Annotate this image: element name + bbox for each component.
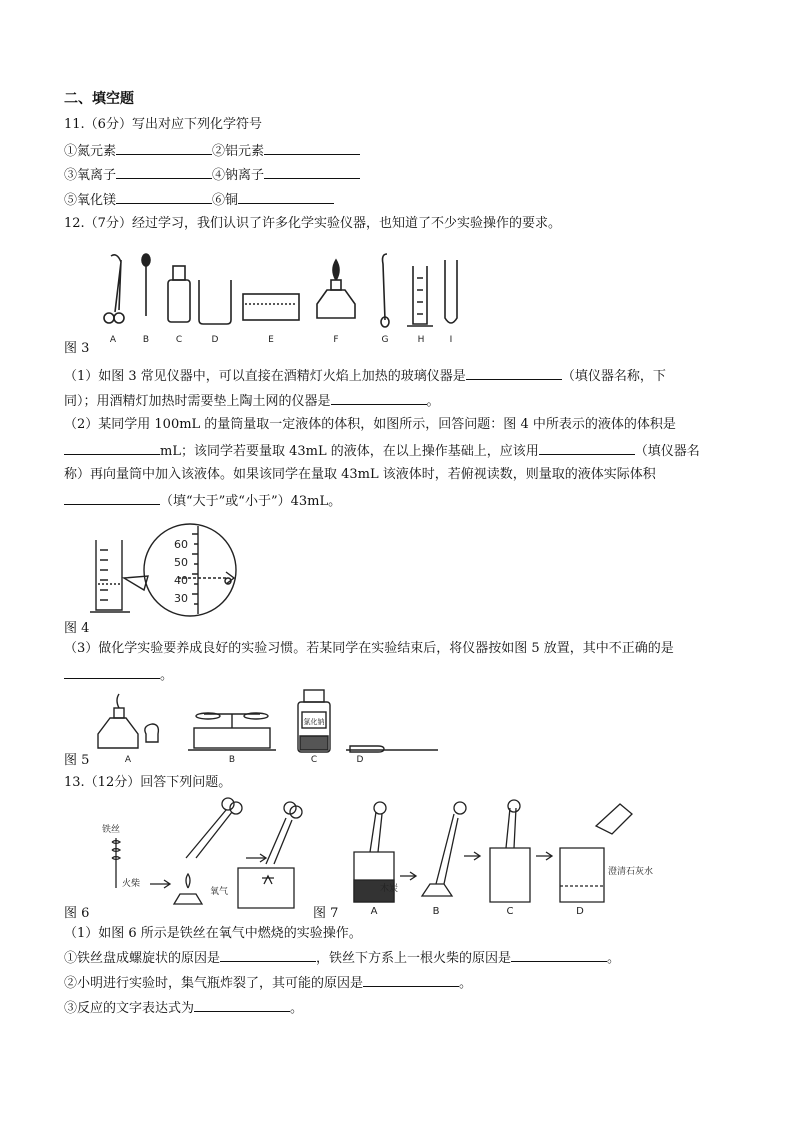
q11-item-sodium-ion: ④钠离子 [212, 168, 265, 183]
q12-p1-text: （1）如图 3 常见仪器中，可以直接在酒精灯火焰上加热的玻璃仪器是 [64, 369, 466, 384]
fig6-label-match: 火柴 [122, 879, 141, 889]
figure-3-label: 图 3 [64, 341, 90, 356]
fig3-letter: C [175, 335, 183, 345]
fig6-label-oxygen: 氧气 [210, 887, 229, 897]
q13-part1: （1）如图 6 所示是铁丝在氧气中燃烧的实验操作。 [64, 926, 362, 941]
fig3-letter: F [333, 335, 339, 345]
answer-blank[interactable] [264, 165, 360, 179]
figure-7-charcoal-combustion [340, 796, 654, 917]
fig7-letter: B [432, 906, 440, 917]
q12-part2-line3: 称）再向量筒中加入该液体。如果该同学在量取 43mL 该液体时，若俯视读数，则量取的液体实际体积 [64, 467, 656, 482]
fig3-letter: B [142, 335, 150, 345]
fig7-letter: C [506, 906, 514, 917]
q12-p1-text: 。 [426, 394, 440, 409]
q12-part3-line2 [64, 665, 173, 685]
fig3-letter: D [211, 335, 219, 345]
answer-blank[interactable] [64, 665, 160, 679]
q11-item-aluminum: ②铝元素 [212, 144, 265, 159]
answer-blank[interactable] [116, 141, 212, 155]
q12-p2-text: mL；该同学若要量取 43mL 的液体，在以上操作基础上，应该用 [160, 444, 539, 459]
answer-blank[interactable] [264, 141, 360, 155]
answer-blank[interactable] [64, 441, 160, 455]
q12-stem: 12.（7分）经过学习，我们认识了许多化学实验仪器，也知道了不少实验操作的要求。 [64, 216, 561, 231]
answer-blank[interactable] [238, 190, 334, 204]
q12-p2-text: （填仪器名 [634, 444, 700, 459]
q12-part2-line1: （2）某同学用 100mL 的量筒量取一定液体的体积，如图所示，回答问题：图 4 中所表示的液体的体积是 [64, 417, 676, 432]
figure-7-label: 图 7 [313, 906, 339, 921]
figure-5-label: 图 5 [64, 753, 90, 768]
fig5-bottle-label: 氯化钠 [303, 718, 325, 726]
q13-stem: 13.（12分）回答下列问题。 [64, 775, 232, 790]
fig5-letter: C [310, 755, 318, 765]
fig4-scale-label: 60 [174, 538, 188, 551]
fig5-letter: A [124, 755, 132, 765]
figure-4-cylinder-reading [90, 520, 270, 620]
fig7-label-limewater: 澄清石灰水 [608, 867, 654, 877]
q11-item-copper: ⑥铜 [212, 193, 239, 208]
q11-item-oxygen-ion: ③氧离子 [64, 168, 117, 183]
fig5-letter: D [356, 755, 364, 765]
figure-6-label: 图 6 [64, 906, 90, 921]
q11-stem: 11.（6分）写出对应下列化学符号 [64, 117, 262, 132]
answer-blank[interactable] [220, 948, 316, 962]
q13-s3-text: ③反应的文字表达式为 [64, 1001, 195, 1016]
fig7-letter: D [576, 906, 584, 917]
figure-6-iron-wire-combustion [100, 798, 310, 914]
fig3-letter: I [449, 335, 453, 345]
fig3-letter: G [381, 335, 389, 345]
answer-blank[interactable] [116, 165, 212, 179]
q13-s1-text: ①铁丝盘成螺旋状的原因是 [64, 951, 221, 966]
q12-part1-line1 [64, 366, 666, 386]
answer-blank[interactable] [194, 998, 290, 1012]
answer-blank[interactable] [64, 491, 160, 505]
answer-blank[interactable] [116, 190, 212, 204]
fig5-letter: B [228, 755, 236, 765]
q11-row1 [64, 141, 360, 161]
q12-part1-line2 [64, 391, 440, 411]
fig7-letter: A [370, 906, 378, 917]
q13-s2-text: 。 [459, 976, 473, 991]
q13-s3-text: 。 [290, 1001, 304, 1016]
answer-blank[interactable] [539, 441, 635, 455]
q13-s1-text: ，铁丝下方系上一根火柴的原因是 [316, 951, 512, 966]
answer-blank[interactable] [331, 391, 427, 405]
figure-3-instruments [95, 250, 475, 350]
q12-p1-text: （填仪器名称，下 [561, 369, 666, 384]
fig4-scale-label: 40 [174, 574, 188, 587]
q12-part3-line1: （3）做化学实验要养成良好的实验习惯。若某同学在实验结束后，将仪器按如图 5 放置，其中不正确的是 [64, 641, 674, 656]
answer-blank[interactable] [363, 973, 459, 987]
fig4-scale-label: 50 [174, 556, 188, 569]
fig3-letter: H [417, 335, 425, 345]
q11-item-mgo: ⑤氧化镁 [64, 193, 117, 208]
q12-part2-line2 [64, 441, 700, 461]
q11-item-nitrogen: ①氮元素 [64, 144, 117, 159]
q13-s1-text: 。 [607, 951, 621, 966]
figure-5-instrument-placement [92, 688, 452, 764]
q13-sub1 [64, 948, 620, 968]
q11-row2 [64, 165, 360, 185]
q11-row3 [64, 190, 334, 210]
q13-sub3 [64, 998, 303, 1018]
q12-p1-text: 同）；用酒精灯加热时需要垫上陶土网的仪器是 [64, 394, 331, 409]
answer-blank[interactable] [466, 366, 562, 380]
section-title: 二、填空题 [64, 91, 134, 107]
q12-part2-line4 [64, 491, 341, 511]
answer-blank[interactable] [511, 948, 607, 962]
q12-p2-text: （填“大于”或“小于”）43mL。 [160, 494, 342, 509]
fig3-letter: E [268, 335, 274, 345]
q12-p3-text: 。 [160, 668, 174, 683]
fig7-label-charcoal: 木炭 [380, 884, 399, 894]
q13-s2-text: ②小明进行实验时，集气瓶炸裂了，其可能的原因是 [64, 976, 364, 991]
fig6-label-iron-wire: 铁丝 [102, 825, 121, 835]
figure-4-label: 图 4 [64, 621, 90, 636]
fig4-scale-label: 30 [174, 592, 188, 605]
fig3-letter: A [109, 335, 117, 345]
q13-sub2 [64, 973, 472, 993]
